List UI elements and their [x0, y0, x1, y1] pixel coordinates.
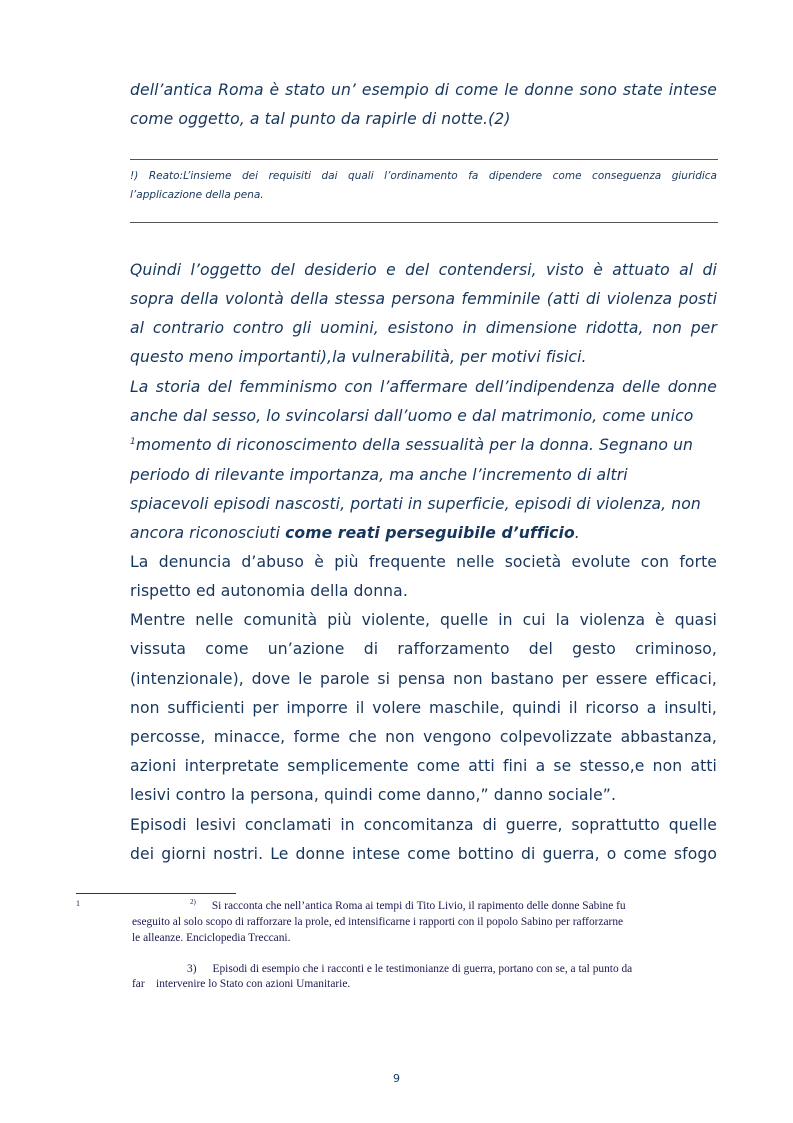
- text-line: dei giorni nostri. Le donne intese come bottino di guerra, o come sfogo: [130, 845, 717, 863]
- footnote-text: le alleanze. Enciclopedia Treccani.: [132, 932, 291, 944]
- footnote-text: far intervenire lo Stato con azioni Umanitarie.: [132, 978, 351, 990]
- footnote-separator: [76, 893, 236, 894]
- footnote-text: eseguito al solo scopo di rafforzare la prole, ed intensificarne i rapporti con il popolo Sabino per rafforzarne: [132, 916, 624, 928]
- text-line: al contrario contro gli uomini, esistono in dimensione ridotta, non per: [130, 319, 717, 337]
- note-top-rule: [130, 159, 718, 160]
- footnote-3-label: 3): [187, 963, 197, 975]
- text-line: sopra della volontà della stessa persona femminile (atti di violenza posti: [130, 290, 717, 308]
- footnote-text: Si racconta che nell’antica Roma ai tempi di Tito Livio, il rapimento delle donne Sabine fu: [211, 900, 626, 912]
- footnote-3: [187, 962, 632, 977]
- text-line: anche dal sesso, lo svincolarsi dall’uomo e dal matrimonio, come unico: [130, 407, 694, 425]
- footnote-2-label: 2): [190, 898, 196, 907]
- note-line: l’applicazione della pena.: [130, 189, 264, 201]
- footnote-text: Episodi di esempio che i racconti e le testimonianze di guerra, portano con se, a tal punto da: [212, 963, 633, 975]
- text-span: ancora riconosciuti: [130, 524, 286, 542]
- footnote-marker: 1: [76, 899, 80, 908]
- text-line: (intenzionale), dove le parole si pensa non bastano per essere efficaci,: [130, 670, 717, 688]
- text-line: come oggetto, a tal punto da rapirle di notte.(2): [130, 110, 511, 128]
- text-line: periodo di rilevante importanza, ma anche l’incremento di altri: [130, 466, 628, 484]
- emphasis-text: come reati perseguibile d’ufficio: [285, 524, 575, 542]
- page-number: 9: [393, 1072, 400, 1085]
- text-span: .: [574, 524, 580, 542]
- footnote-2: [190, 899, 626, 914]
- text-line: La storia del femminismo con l’affermare dell’indipendenza delle donne: [130, 378, 717, 396]
- text-line: non sufficienti per imporre il volere maschile, quindi il ricorso a insulti,: [130, 699, 717, 717]
- text-line: spiacevoli episodi nascosti, portati in superficie, episodi di violenza, non: [130, 495, 701, 513]
- text-line: rispetto ed autonomia della donna.: [130, 582, 408, 600]
- note-bottom-rule: [130, 222, 718, 223]
- text-span: momento di riconoscimento della sessualità per la donna. Segnano un: [135, 436, 694, 454]
- text-line: La denuncia d’abuso è più frequente nelle società evolute con forte: [130, 553, 717, 571]
- text-line: vissuta come un’azione di rafforzamento del gesto criminoso,: [130, 640, 717, 658]
- text-line: questo meno importanti),la vulnerabilità, per motivi fisici.: [130, 348, 587, 366]
- text-line: [130, 434, 717, 456]
- text-line: azioni interpretate semplicemente come atti fini a se stesso,e non atti: [130, 757, 717, 775]
- text-line: Quindi l’oggetto del desiderio e del contendersi, visto è attuato al di: [130, 261, 717, 279]
- text-line: percosse, minacce, forme che non vengono colpevolizzate abbastanza,: [130, 728, 717, 746]
- text-line: lesivi contro la persona, quindi come danno,” danno sociale”.: [130, 786, 617, 804]
- text-line: [130, 522, 717, 544]
- text-line: Mentre nelle comunità più violente, quelle in cui la violenza è quasi: [130, 611, 717, 629]
- note-line: !) Reato:L’insieme dei requisiti dai quali l’ordinamento fa dipendere come conseguenza giuridica: [130, 170, 717, 182]
- text-line: dell’antica Roma è stato un’ esempio di come le donne sono state intese: [130, 81, 717, 99]
- text-line: Episodi lesivi conclamati in concomitanza di guerre, soprattutto quelle: [130, 816, 717, 834]
- footnote-ref: 1: [130, 436, 136, 447]
